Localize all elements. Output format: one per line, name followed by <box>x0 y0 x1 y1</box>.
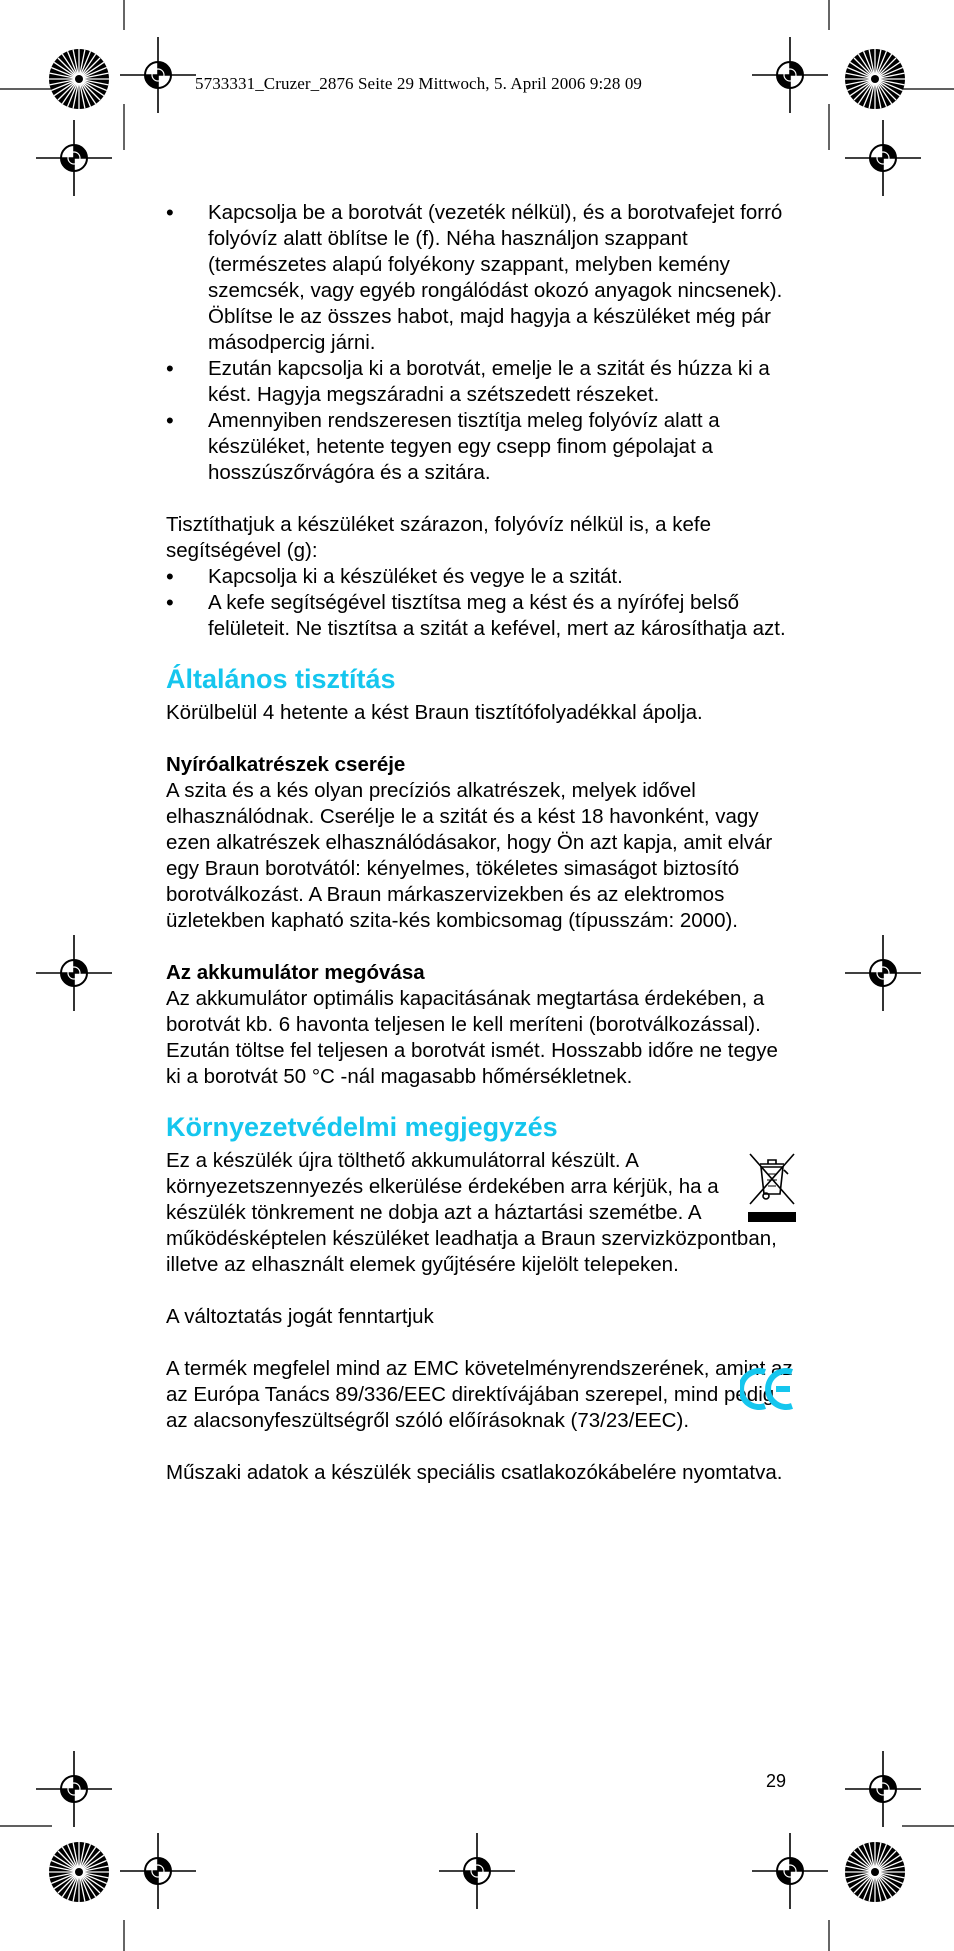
list-item: • Ezután kapcsolja ki a borotvát, emelje le a szitát és húzza ki a kést. Hagyja megszáradni a szétszedett részeket. <box>166 356 798 408</box>
page-content <box>166 200 798 1486</box>
technical-note: Műszaki adatok a készülék speciális csatlakozókábelére nyomtatva. <box>166 1461 783 1484</box>
section-heading: Általános tisztítás <box>166 664 396 694</box>
registration-mark-icon <box>845 120 921 196</box>
registration-mark-icon <box>845 1751 921 1827</box>
registration-mark-icon <box>36 120 112 196</box>
environment-text: Ez a készülék újra tölthető akkumulátorral készült. A környezetszennyezés elkerülése érdekében arra kérjük, ha a készülék tönkrement ne dobja azt a háztartási szemétbe. A működésképtelen készüléket leadhatja a Braun szervizközpontban, illetve az elhasznált elemek gyűjtésére kijelölt telepeken. <box>166 1149 777 1276</box>
list-item: • A kefe segítségével tisztítsa meg a kést és a nyírófej belső felületeit. Ne tisztítsa a szitát a kefével, mert az károsíthatja azt. <box>166 590 798 642</box>
subsection-heading: Nyíróalkatrészek cseréje <box>166 753 406 776</box>
star-target-icon <box>845 49 905 109</box>
section-heading: Környezetvédelmi megjegyzés <box>166 1112 558 1142</box>
ce-mark-icon <box>740 1366 796 1412</box>
registration-mark-icon <box>845 935 921 1011</box>
battery-text: Az akkumulátor optimális kapacitásának megtartása érdekében, a borotvát kb. 6 havonta teljesen le kell meríteni (borotválkozással). Ezután töltse fel teljesen a borotvát ismét. Hosszabb időre ne tegye ki a borotvát 50 °C -nál magasabb hőmérsékletnek. <box>166 987 778 1088</box>
reservation-text: A változtatás jogát fenntartjuk <box>166 1305 434 1328</box>
subsection-heading: Az akkumulátor megóvása <box>166 961 425 984</box>
registration-mark-icon <box>36 935 112 1011</box>
registration-mark-icon <box>752 37 828 113</box>
list-item: • Kapcsolja be a borotvát (vezeték nélkül), és a borotvafejet forró folyóvíz alatt öblítse le (f). Néha használjon szappant (természetes alapú folyékony szappant, melyben kemény szemcsék, vagy egyéb rongálódást okozó anyagok nincsenek). Öblítse le az összes habot, majd hagyja a készüléket még pár másodpercig járni. <box>166 200 798 356</box>
crossed-out-wheelie-bin-icon <box>746 1150 798 1226</box>
print-imprint: 5733331_Cruzer_2876 Seite 29 Mittwoch, 5. April 2006 9:28 09 <box>195 74 643 93</box>
list-item: • Kapcsolja ki a készüléket és vegye le a szitát. <box>166 564 798 590</box>
environment-block <box>166 1148 798 1278</box>
general-cleaning-text: Körülbelül 4 hetente a kést Braun tisztítófolyadékkal ápolja. <box>166 701 703 724</box>
page-number: 29 <box>766 1771 787 1791</box>
compliance-block <box>166 1356 798 1434</box>
registration-mark-icon <box>120 1833 196 1909</box>
parts-replacement-text: A szita és a kés olyan precíziós alkatrészek, melyek idővel elhasználódnak. Cserélje le a szitát és a kést 18 havonként, vagy ezen alkatrészek elhasználódásakor, hogy Ön azt kapja, amit elvár egy Braun borotvától: kényelmes, tökéletes simaságot biztosító borotválkozást. A Braun márkaszervizekben és az elektromos üzletekben kapható szita-kés kombicsomag (típusszám: 2000). <box>166 779 773 932</box>
registration-mark-icon <box>36 1751 112 1827</box>
list-item: • Amennyiben rendszeresen tisztítja meleg folyóvíz alatt a készüléket, hetente tegyen egy csepp finom gépolajat a hosszúszőrvágóra és a szitára. <box>166 408 798 486</box>
registration-mark-icon <box>752 1833 828 1909</box>
star-target-icon <box>49 49 109 109</box>
registration-mark-icon <box>120 37 196 113</box>
compliance-text: A termék megfelel mind az EMC követelményrendszerének, amint az az Európa Tanács 89/336/EEC direktívájában szerepel, mind pedig az alacsonyfeszültségről szóló előírásoknak (73/23/EEC). <box>166 1357 793 1432</box>
star-target-icon <box>49 1842 109 1902</box>
dry-cleaning-intro: Tisztíthatjuk a készüléket szárazon, folyóvíz nélkül is, a kefe segítségével (g): <box>166 513 712 562</box>
cleaning-steps-list <box>166 200 798 486</box>
dry-cleaning-steps-list <box>166 564 798 642</box>
star-target-icon <box>845 1842 905 1902</box>
registration-mark-icon <box>439 1833 515 1909</box>
